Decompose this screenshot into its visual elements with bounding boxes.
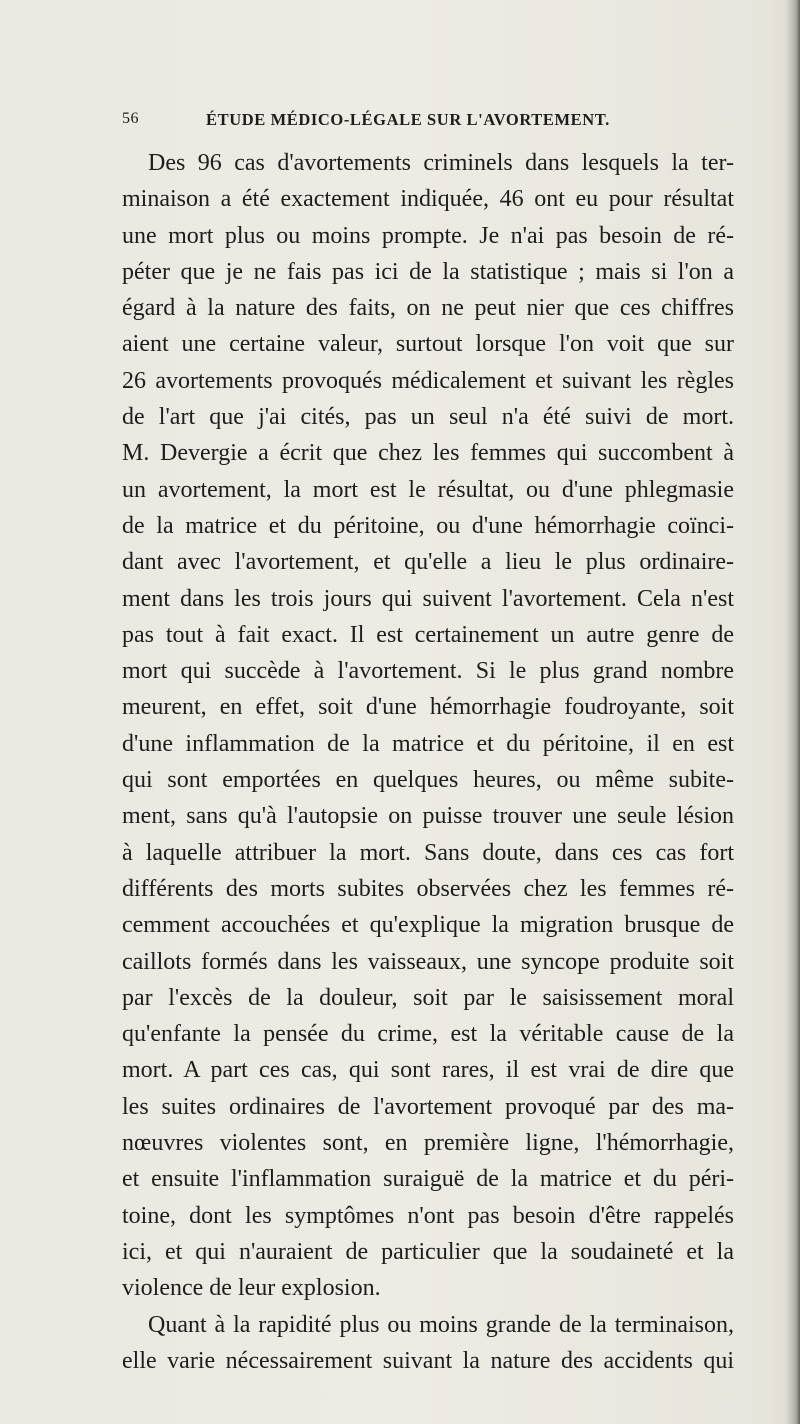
text-line: dant avec l'avortement, et qu'elle a lieu le plus ordinaire- xyxy=(122,549,734,576)
text-line: différents des morts subites observées chez les femmes ré- xyxy=(122,875,734,902)
text-line: égard à la nature des faits, on ne peut nier que ces chiffres xyxy=(122,295,734,322)
text-line: de l'art que j'ai cités, pas un seul n'a été suivi de mort. xyxy=(122,404,734,431)
text-line: toine, dont les symptômes n'ont pas besoin d'être rappelés xyxy=(122,1202,734,1229)
text-line: par l'excès de la douleur, soit par le saisissement moral xyxy=(122,984,734,1011)
text-line: qu'enfante la pensée du crime, est la véritable cause de la xyxy=(122,1021,734,1048)
text-line: qui sont emportées en quelques heures, ou même subite- xyxy=(122,767,734,794)
text-line: les suites ordinaires de l'avortement provoqué par des ma- xyxy=(122,1093,734,1120)
text-line: aient une certaine valeur, surtout lorsque l'on voit que sur xyxy=(122,331,734,358)
running-head: ÉTUDE MÉDICO-LÉGALE SUR L'AVORTEMENT. xyxy=(206,110,610,129)
text-line: un avortement, la mort est le résultat, ou d'une phlegmasie xyxy=(122,476,734,503)
page-edge-shadow xyxy=(786,0,800,1424)
text-line: minaison a été exactement indiquée, 46 ont eu pour résultat xyxy=(122,186,734,213)
text-line: ment, sans qu'à l'autopsie on puisse trouver une seule lésion xyxy=(122,803,734,830)
text-line: à laquelle attribuer la mort. Sans doute, dans ces cas fort xyxy=(122,839,734,866)
text-line: pas tout à fait exact. Il est certainement un autre genre de xyxy=(122,621,734,648)
text-line: Quant à la rapidité plus ou moins grande de la terminaison, xyxy=(148,1311,734,1338)
text-line: M. Devergie a écrit que chez les femmes qui succombent à xyxy=(122,440,734,467)
text-line: ici, et qui n'auraient de particulier que la soudaineté et la xyxy=(122,1238,734,1265)
page-header xyxy=(122,110,722,136)
text-line: elle varie nécessairement suivant la nature des accidents qui xyxy=(122,1347,734,1374)
text-line: et ensuite l'inflammation suraiguë de la matrice et du péri- xyxy=(122,1166,734,1193)
page-number: 56 xyxy=(122,110,139,127)
text-line: mort. A part ces cas, qui sont rares, il est vrai de dire que xyxy=(122,1057,734,1084)
text-line: 26 avortements provoqués médicalement et suivant les règles xyxy=(122,367,734,394)
text-line: Des 96 cas d'avortements criminels dans lesquels la ter- xyxy=(148,150,734,176)
text-line: violence de leur explosion. xyxy=(122,1275,381,1302)
text-line: nœuvres violentes sont, en première ligne, l'hémorrhagie, xyxy=(122,1130,734,1157)
text-line: meurent, en effet, soit d'une hémorrhagie foudroyante, soit xyxy=(122,694,734,721)
text-line: d'une inflammation de la matrice et du péritoine, il en est xyxy=(122,730,734,757)
body-text xyxy=(122,145,734,1379)
text-line: une mort plus ou moins prompte. Je n'ai pas besoin de ré- xyxy=(122,222,734,249)
text-line: ment dans les trois jours qui suivent l'avortement. Cela n'est xyxy=(122,585,734,612)
text-line: caillots formés dans les vaisseaux, une syncope produite soit xyxy=(122,948,734,975)
text-line: cemment accouchées et qu'explique la migration brusque de xyxy=(122,912,734,939)
text-line: de la matrice et du péritoine, ou d'une hémorrhagie coïnci- xyxy=(122,512,734,539)
text-line: mort qui succède à l'avortement. Si le plus grand nombre xyxy=(122,658,734,685)
text-line: péter que je ne fais pas ici de la statistique ; mais si l'on a xyxy=(122,258,734,285)
